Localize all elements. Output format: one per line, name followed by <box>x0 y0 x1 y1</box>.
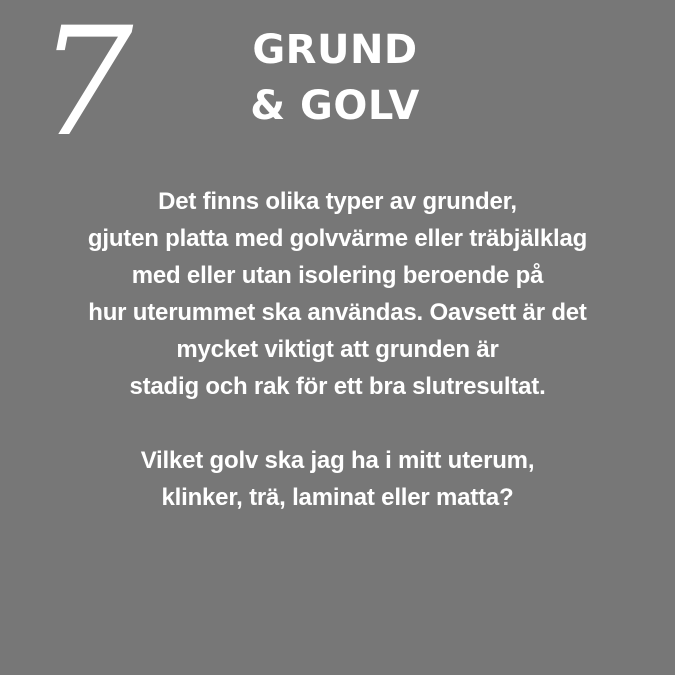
title-line-1: GRUND <box>252 27 418 73</box>
paragraph-2 <box>0 442 675 516</box>
paragraph-1 <box>0 183 675 405</box>
paragraph-1-line: Det finns olika typer av grunder, <box>158 188 517 215</box>
paragraph-1-line: gjuten platta med golvvärme eller träbjälklag <box>87 225 588 252</box>
section-number: 7 <box>38 0 134 170</box>
title-line-2: & GOLV <box>250 83 420 129</box>
paragraph-1-line: med eller utan isolering beroende på <box>131 262 544 289</box>
page-title <box>230 22 440 134</box>
paragraph-2-line: klinker, trä, laminat eller matta? <box>161 484 514 511</box>
paragraph-1-line: hur uterummet ska användas. Oavsett är det <box>88 299 587 326</box>
paragraph-1-line: mycket viktigt att grunden är <box>176 336 499 363</box>
paragraph-1-line: stadig och rak för ett bra slutresultat. <box>129 373 546 400</box>
body-text <box>0 183 675 516</box>
paragraph-2-line: Vilket golv ska jag ha i mitt uterum, <box>140 447 535 474</box>
paragraph-gap <box>0 405 675 442</box>
